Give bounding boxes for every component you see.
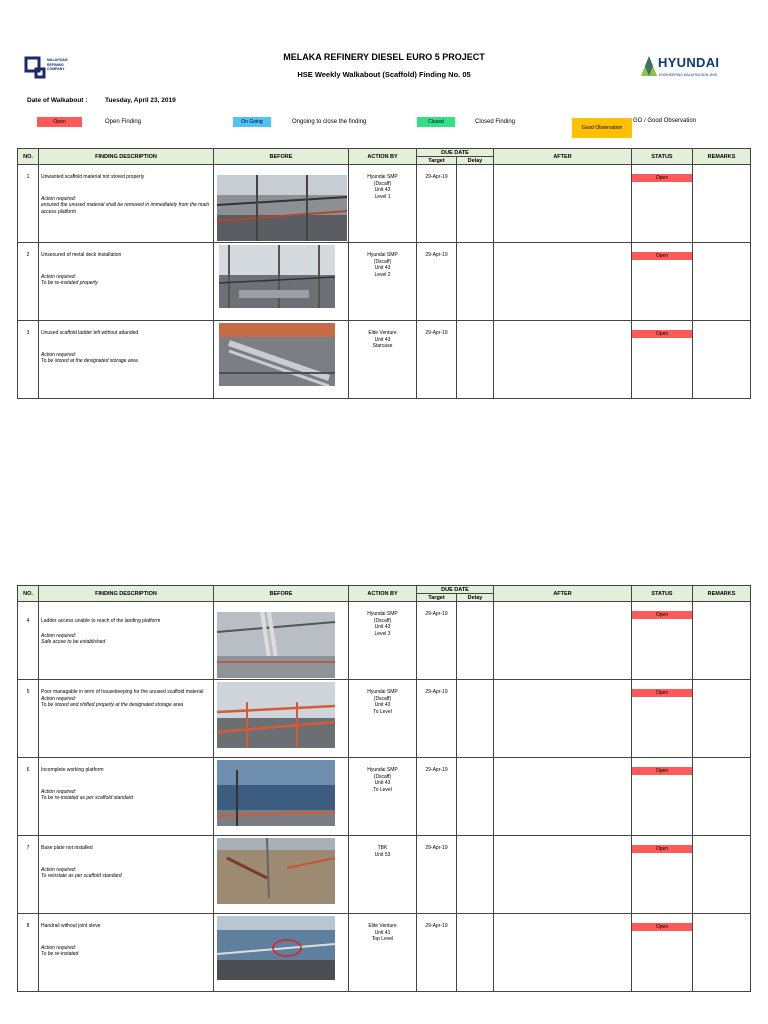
row-action-by: Elite Venture Unit 41 Top Level bbox=[349, 914, 417, 992]
action-required-label: Action required: bbox=[41, 632, 77, 639]
row-after bbox=[494, 836, 632, 914]
row-target-date: 29-Apr-19 bbox=[417, 602, 457, 680]
col-due-date: DUE DATE bbox=[417, 149, 494, 157]
action-required-text: To be re-instated properly bbox=[41, 280, 98, 286]
row-remarks bbox=[693, 914, 751, 992]
finding-text: Incomplete working platform bbox=[41, 767, 104, 773]
before-photo-cell bbox=[214, 758, 349, 836]
legend-go-badge: Good Observation bbox=[572, 118, 632, 138]
date-value: Tuesday, April 23, 2019 bbox=[105, 97, 176, 104]
legend-ongoing-text: Ongoing to close the finding bbox=[292, 119, 367, 125]
legend-closed-text: Closed Finding bbox=[475, 119, 516, 125]
status-badge: Open bbox=[632, 252, 692, 260]
finding-text: Unused scaffold ladder left without attanded bbox=[41, 330, 139, 336]
row-after bbox=[494, 165, 632, 243]
legend-open-text: Open Finding bbox=[105, 119, 142, 125]
row-no: 6 bbox=[18, 758, 39, 836]
action-required-text: To be stored at the designated storage area bbox=[41, 358, 138, 364]
row-remarks bbox=[693, 836, 751, 914]
col-no: NO. bbox=[18, 149, 39, 165]
table-row bbox=[18, 836, 751, 914]
row-delay bbox=[457, 321, 494, 399]
row-after bbox=[494, 243, 632, 321]
before-photo-cell bbox=[214, 165, 349, 243]
row-status bbox=[632, 758, 693, 836]
row-no: 4 bbox=[18, 602, 39, 680]
row-action-by: Elite Venture Unit 43 Starcase bbox=[349, 321, 417, 399]
row-desc bbox=[39, 602, 214, 680]
row-delay bbox=[457, 758, 494, 836]
status-badge: Open bbox=[632, 689, 692, 697]
before-photo bbox=[217, 612, 335, 678]
row-remarks bbox=[693, 602, 751, 680]
hyundai-logo bbox=[640, 55, 730, 85]
action-required-text: ensured the unused material shall be removed in immediately from the main access platform bbox=[41, 202, 210, 215]
before-photo bbox=[217, 838, 335, 904]
action-required-label: Action required: bbox=[41, 273, 77, 280]
legend-open-badge: Open bbox=[37, 117, 82, 127]
mrc-logo-text: MALAYSIAN REFINING COMPANY bbox=[47, 58, 68, 71]
row-remarks bbox=[693, 680, 751, 758]
date-label: Date of Walkabout : bbox=[27, 97, 88, 104]
status-badge: Open bbox=[632, 767, 692, 775]
col-target: Target bbox=[417, 594, 457, 602]
row-delay bbox=[457, 243, 494, 321]
row-action-by: Hyundai SMP (Dscaff) Unit 43 Level 1 bbox=[349, 165, 417, 243]
finding-text: Handrail without joint sleve bbox=[41, 923, 101, 929]
table-row bbox=[18, 602, 751, 680]
row-no: 2 bbox=[18, 243, 39, 321]
col-action-by: ACTION BY bbox=[349, 586, 417, 602]
status-badge: Open bbox=[632, 174, 692, 182]
report-header bbox=[0, 0, 768, 150]
row-action-by: Hyundai SMP (Dscaff) Unit 43 Level 3 bbox=[349, 602, 417, 680]
col-after: AFTER bbox=[494, 586, 632, 602]
row-no: 3 bbox=[18, 321, 39, 399]
row-no: 5 bbox=[18, 680, 39, 758]
legend-go-text: GO / Good Observation bbox=[633, 118, 697, 124]
row-status bbox=[632, 914, 693, 992]
row-action-by: Hyundai SMP (Dscaff) Unit 43 To Level bbox=[349, 758, 417, 836]
legend-ongoing-badge: On Going bbox=[233, 117, 271, 127]
row-no: 8 bbox=[18, 914, 39, 992]
row-after bbox=[494, 602, 632, 680]
row-desc bbox=[39, 680, 214, 758]
row-no: 7 bbox=[18, 836, 39, 914]
before-photo bbox=[219, 245, 335, 308]
findings-table-2 bbox=[17, 585, 751, 992]
action-required-label: Action required: bbox=[41, 695, 77, 702]
findings-table-1 bbox=[17, 148, 751, 399]
finding-text: Base plate not installed bbox=[41, 845, 93, 851]
action-required-text: Safe accee to be established bbox=[41, 639, 106, 645]
col-status: STATUS bbox=[632, 586, 693, 602]
row-status bbox=[632, 243, 693, 321]
row-delay bbox=[457, 836, 494, 914]
col-desc: FINDING DESCRIPTION bbox=[39, 586, 214, 602]
before-photo-cell bbox=[214, 243, 349, 321]
before-photo-cell bbox=[214, 680, 349, 758]
status-badge: Open bbox=[632, 330, 692, 338]
hyundai-triangle-icon bbox=[640, 55, 658, 77]
before-photo-cell bbox=[214, 602, 349, 680]
col-action-by: ACTION BY bbox=[349, 149, 417, 165]
before-photo bbox=[217, 760, 335, 826]
row-target-date: 29-Apr-19 bbox=[417, 914, 457, 992]
col-after: AFTER bbox=[494, 149, 632, 165]
row-desc bbox=[39, 836, 214, 914]
table-row bbox=[18, 321, 751, 399]
before-photo bbox=[219, 323, 335, 386]
row-desc bbox=[39, 321, 214, 399]
row-desc bbox=[39, 758, 214, 836]
status-badge: Open bbox=[632, 923, 692, 931]
before-photo-cell bbox=[214, 914, 349, 992]
col-before: BEFORE bbox=[214, 586, 349, 602]
finding-text: Unsecured of metal deck installation bbox=[41, 252, 122, 258]
action-required-label: Action required: bbox=[41, 866, 77, 873]
table-row bbox=[18, 758, 751, 836]
row-target-date: 29-Apr-19 bbox=[417, 758, 457, 836]
action-required-text: To be re-instated as per scaffold standard bbox=[41, 795, 134, 801]
action-required-label: Action required: bbox=[41, 351, 77, 358]
before-photo bbox=[217, 916, 335, 980]
row-status bbox=[632, 836, 693, 914]
legend-closed-badge: Closed bbox=[417, 117, 455, 127]
finding-text: Ladder access unable to reach of the landing platform bbox=[41, 618, 161, 624]
table-row bbox=[18, 165, 751, 243]
row-target-date: 29-Apr-19 bbox=[417, 321, 457, 399]
hyundai-wordmark: HYUNDAI bbox=[658, 55, 720, 70]
row-action-by: Hyundai SMP (Dscaff) Unit 43 Level 2 bbox=[349, 243, 417, 321]
table-row bbox=[18, 914, 751, 992]
row-delay bbox=[457, 602, 494, 680]
before-photo bbox=[217, 682, 335, 748]
row-after bbox=[494, 914, 632, 992]
report-subtitle: HSE Weekly Walkabout (Scaffold) Finding No. 05 bbox=[297, 70, 471, 79]
row-action-by: Hyundai SMP (Dscaff) Unit 43 To Level bbox=[349, 680, 417, 758]
row-delay bbox=[457, 680, 494, 758]
hyundai-subtext: ENGINEERING MALAYSIA SDN. BHD. bbox=[659, 73, 719, 77]
row-target-date: 29-Apr-19 bbox=[417, 243, 457, 321]
finding-text: Poor managable in term of housekeeping for the unused scaffold material bbox=[41, 689, 204, 695]
col-desc: FINDING DESCRIPTION bbox=[39, 149, 214, 165]
row-desc bbox=[39, 165, 214, 243]
row-status bbox=[632, 602, 693, 680]
before-photo-cell bbox=[214, 836, 349, 914]
row-after bbox=[494, 321, 632, 399]
col-due-date: DUE DATE bbox=[417, 586, 494, 594]
status-badge: Open bbox=[632, 845, 692, 853]
action-required-text: To be re-instated bbox=[41, 951, 79, 957]
col-before: BEFORE bbox=[214, 149, 349, 165]
row-target-date: 29-Apr-19 bbox=[417, 836, 457, 914]
row-target-date: 29-Apr-19 bbox=[417, 680, 457, 758]
row-remarks bbox=[693, 758, 751, 836]
row-desc bbox=[39, 914, 214, 992]
row-status bbox=[632, 321, 693, 399]
col-no: NO. bbox=[18, 586, 39, 602]
row-desc bbox=[39, 243, 214, 321]
row-status bbox=[632, 680, 693, 758]
col-target: Target bbox=[417, 157, 457, 165]
row-target-date: 29-Apr-19 bbox=[417, 165, 457, 243]
row-after bbox=[494, 758, 632, 836]
col-remarks: REMARKS bbox=[693, 586, 751, 602]
table-row bbox=[18, 680, 751, 758]
row-remarks bbox=[693, 165, 751, 243]
finding-text: Unwanted scaffold material not stored properly bbox=[41, 174, 145, 180]
before-photo-cell bbox=[214, 321, 349, 399]
col-status: STATUS bbox=[632, 149, 693, 165]
action-required-label: Action required: bbox=[41, 195, 77, 202]
report-title: MELAKA REFINERY DIESEL EURO 5 PROJECT bbox=[283, 52, 485, 62]
walkabout-date bbox=[27, 97, 176, 104]
row-status bbox=[632, 165, 693, 243]
table-row bbox=[18, 243, 751, 321]
col-delay: Delay bbox=[457, 157, 494, 165]
before-photo bbox=[217, 175, 347, 241]
row-delay bbox=[457, 914, 494, 992]
row-action-by: TBK Unit 53 bbox=[349, 836, 417, 914]
col-remarks: REMARKS bbox=[693, 149, 751, 165]
action-required-text: To be stored and shifted properly at the designated storage area bbox=[41, 702, 184, 708]
action-required-label: Action required: bbox=[41, 788, 77, 795]
row-no: 1 bbox=[18, 165, 39, 243]
row-delay bbox=[457, 165, 494, 243]
row-remarks bbox=[693, 243, 751, 321]
action-required-text: To reinstate as per scaffold standard bbox=[41, 873, 122, 879]
row-remarks bbox=[693, 321, 751, 399]
row-after bbox=[494, 680, 632, 758]
col-delay: Delay bbox=[457, 594, 494, 602]
status-badge: Open bbox=[632, 611, 692, 619]
action-required-label: Action required: bbox=[41, 944, 77, 951]
